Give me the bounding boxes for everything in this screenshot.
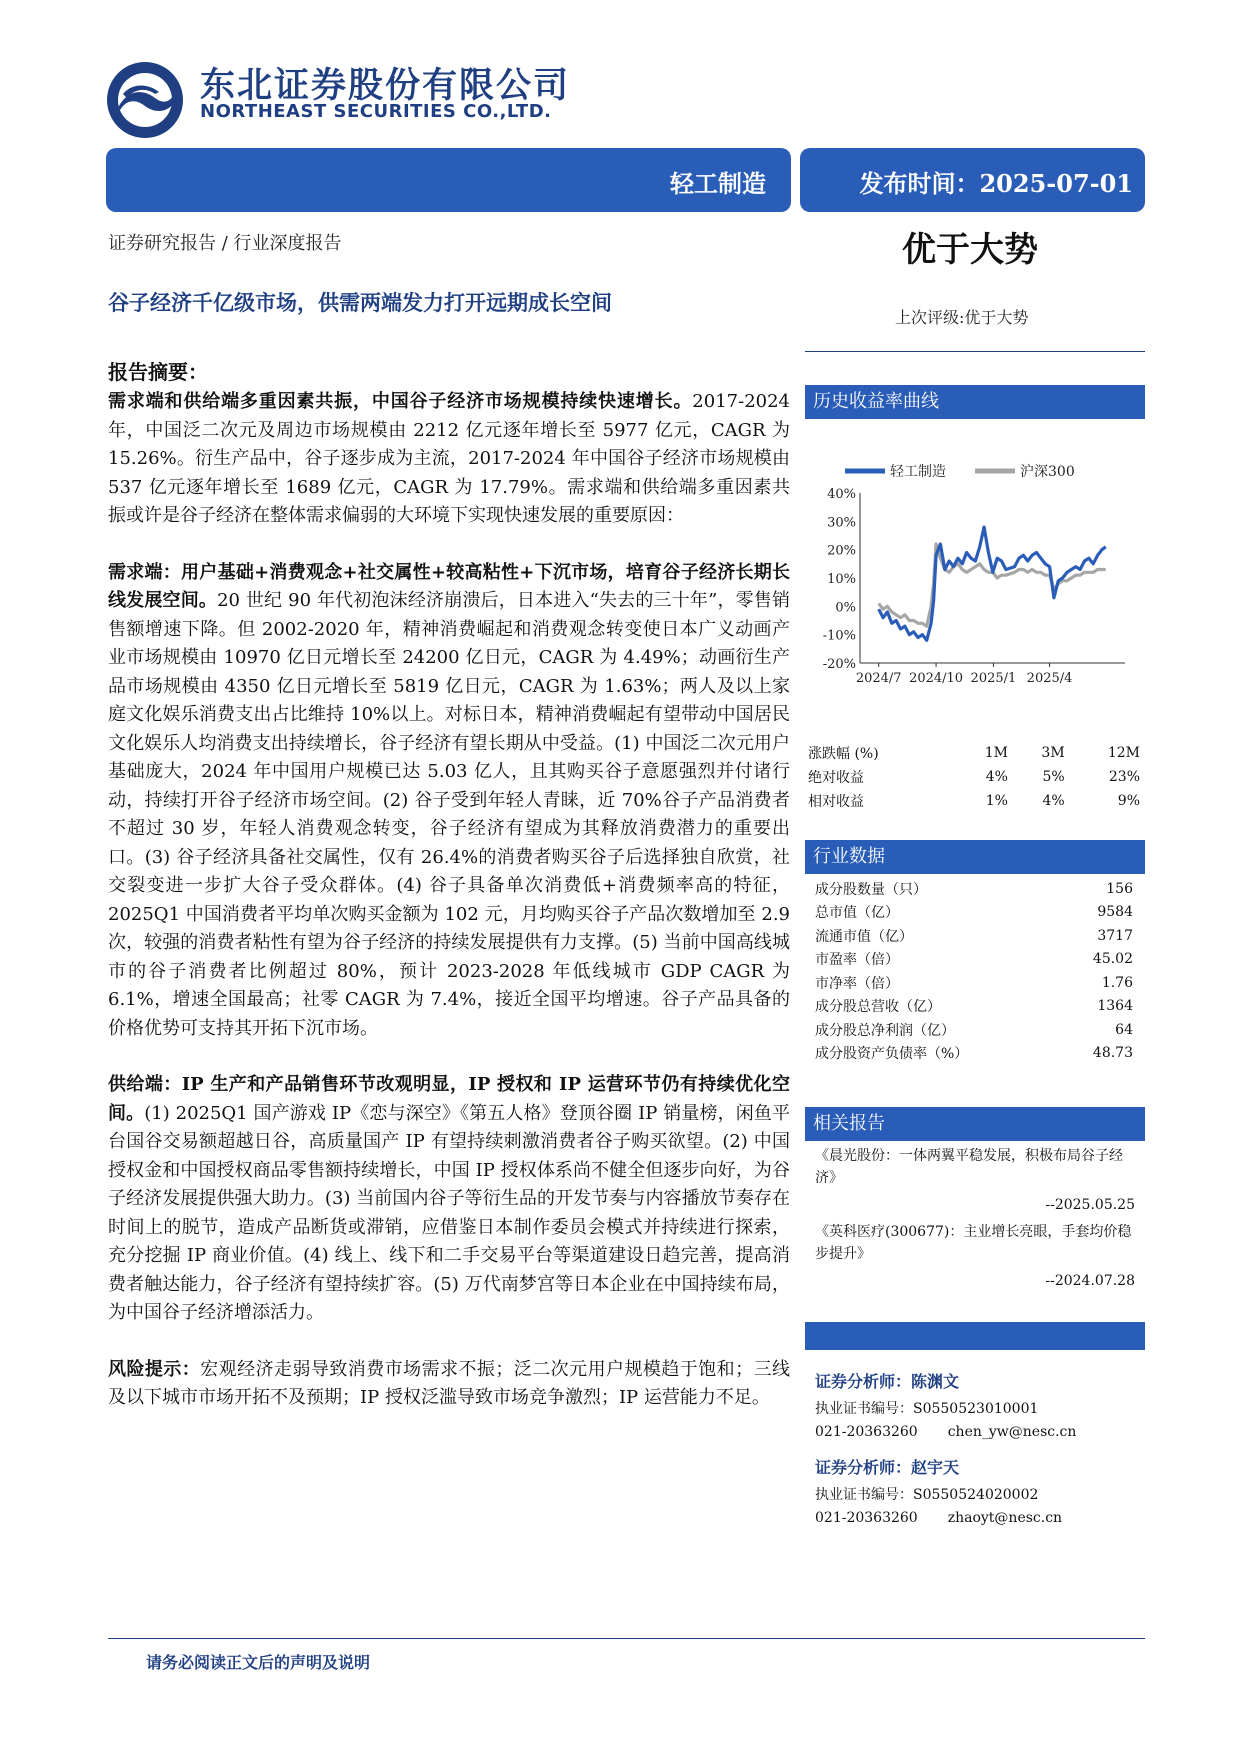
abstract-paragraph	[108, 1071, 790, 1328]
paragraph-text: 2017-2024 年，中国泛二次元及周边市场规模由 2212 亿元逐年增长至 5977 亿元，CAGR 为 15.26%。衍生产品中，谷子逐步成为主流，2017-2024 年中国谷子经济市场规模由 537 亿元逐年增长至 1689 亿元，CAGR 为 17.79%。需求端和供给端多重因素共振或许是谷子经济在整体需求偏弱的大环境下实现快速发展的重要原因：	[108, 391, 790, 526]
table-cell: 1%	[985, 793, 1008, 809]
table-row	[815, 901, 1145, 925]
divider	[805, 351, 1145, 352]
x-tick-label: 2024/7	[855, 671, 902, 686]
legend-label: 沪深300	[1020, 464, 1075, 480]
abstract-paragraph	[108, 388, 790, 531]
paragraph-text: (1) 2025Q1 国产游戏 IP《恋与深空》《第五人格》登顶谷圈 IP 销量榜，闲鱼平台国谷交易额超越日谷，高质量国产 IP 有望持续刺激消费者谷子购买欲望。(2) 中国授权金和中国授权商品零售额持续增长，中国 IP 授权体系尚不健全但逐步向好，为谷子经济发展提供强大助力。(3) 当前国内谷子等衍生品的开发节奏与内容播放节奏存在时间上的脱节，造成产品断货或滞销，应借鉴日本制作委员会模式并持续进行探索，充分挖掘 IP 商业价值。(4) 线上、线下和二手交易平台等渠道建设日趋完善，提高消费者触达能力，谷子经济有望持续扩容。(5) 万代南梦宫等日本企业在中国持续布局，为中国谷子经济增添活力。	[108, 1102, 790, 1323]
y-tick-label: 10%	[827, 572, 856, 587]
y-tick-label: -20%	[822, 657, 856, 672]
table-cell: 4%	[1042, 793, 1065, 809]
paragraph-lead: 需求端和供给端多重因素共振，中国谷子经济市场规模持续快速增长。	[108, 391, 693, 412]
abstract-paragraph	[108, 559, 790, 1044]
company-logo-icon	[105, 60, 185, 140]
industry-data-table	[815, 877, 1145, 1065]
table-cell: 绝对收益	[808, 770, 864, 786]
analyst-email[interactable]: chen_yw@nesc.cn	[947, 1424, 1077, 1440]
table-row	[808, 789, 1144, 813]
table-cell: 45.02	[1092, 951, 1133, 968]
table-cell: 4%	[985, 769, 1008, 785]
analyst-name: 证券分析师：陈渊文	[815, 1372, 960, 1391]
table-header-row	[808, 741, 1144, 765]
publish-date: 发布时间：2025-07-01	[859, 169, 1133, 198]
y-tick-label: 30%	[827, 515, 856, 531]
table-header-cell: 涨跌幅 (%)	[808, 746, 879, 762]
disclaimer-note: 请务必阅读正文后的声明及说明	[146, 1653, 371, 1672]
industry-data-heading: 行业数据	[805, 840, 1145, 874]
rating: 优于大势	[902, 230, 1038, 270]
paragraph-lead: 需求端：用户基础+消费观念+社交属性+较高粘性+下沉市场，培育谷子经济长期长线发展空间。	[108, 561, 790, 611]
table-cell: 48.73	[1092, 1045, 1133, 1062]
analyst-contact	[815, 1424, 1076, 1440]
table-header-cell: 12M	[1107, 745, 1140, 761]
industry-banner	[106, 148, 791, 212]
table-cell: 9584	[1097, 904, 1133, 921]
abstract-heading: 报告摘要：	[108, 360, 208, 384]
table-cell: 3717	[1097, 927, 1133, 944]
abstract-paragraph	[108, 1356, 790, 1413]
table-row	[815, 995, 1145, 1019]
return-chart	[805, 433, 1145, 693]
analyst-email[interactable]: zhaoyt@nesc.cn	[947, 1510, 1063, 1526]
table-row	[815, 1042, 1145, 1066]
table-header-cell: 1M	[984, 745, 1008, 761]
analyst-contact	[815, 1510, 1062, 1526]
company-name-cn: 东北证券股份有限公司	[200, 66, 571, 106]
y-tick-label: 20%	[827, 543, 856, 559]
analyst-cert: 执业证书编号：S0550523010001	[815, 1401, 1039, 1417]
report-type: 证券研究报告 / 行业深度报告	[108, 233, 342, 254]
table-cell: 1.76	[1101, 974, 1133, 991]
related-report-date: --2024.07.28	[1045, 1273, 1135, 1289]
paragraph-lead: 风险提示：	[108, 1358, 201, 1380]
analyst-name: 证券分析师：赵宇天	[815, 1458, 960, 1477]
table-row	[815, 924, 1145, 948]
x-tick-label: 2024/10	[909, 671, 964, 686]
industry-label: 轻工制造	[670, 169, 766, 198]
series-line	[879, 544, 1106, 626]
table-cell: 市盈率（倍）	[815, 952, 899, 969]
related-report-link[interactable]: 《英科医疗(300677)：主业增长亮眼，手套均价稳步提升》	[815, 1224, 1132, 1262]
table-row	[815, 948, 1145, 972]
table-cell: 9%	[1117, 793, 1140, 809]
y-tick-label: 0%	[835, 600, 856, 616]
table-cell: 市净率（倍）	[815, 975, 899, 992]
date-banner	[800, 148, 1145, 212]
table-cell: 成分股总净利润（亿）	[815, 1022, 955, 1039]
related-reports-heading: 相关报告	[805, 1107, 1145, 1141]
company-name-en: NORTHEAST SECURITIES CO.,LTD.	[200, 101, 552, 122]
related-report-date: --2025.05.25	[1045, 1197, 1135, 1213]
previous-rating: 上次评级:优于大势	[895, 308, 1029, 327]
paragraph-text: 宏观经济走弱导致消费市场需求不振；泛二次元用户规模趋于饱和；三线及以下城市市场开拓不及预期；IP 授权泛滥导致市场竞争激烈；IP 运营能力不足。	[108, 1358, 791, 1408]
table-row	[815, 877, 1145, 901]
paragraph-lead: 供给端：IP 生产和产品销售环节改观明显，IP 授权和 IP 运营环节仍有持续优化空间。	[108, 1074, 790, 1124]
series-line	[879, 527, 1106, 640]
performance-table	[808, 741, 1144, 813]
table-cell: 1364	[1097, 998, 1133, 1015]
table-cell: 156	[1106, 880, 1133, 897]
analyst-phone: 021-20363260	[815, 1424, 918, 1440]
table-header-cell: 3M	[1041, 745, 1065, 761]
y-tick-label: -10%	[822, 628, 856, 644]
x-tick-label: 2025/4	[1026, 671, 1073, 686]
x-tick-label: 2025/1	[970, 671, 1017, 686]
table-cell: 23%	[1108, 769, 1140, 785]
table-row	[808, 765, 1144, 789]
related-report-link[interactable]: 《晨光股份：一体两翼平稳发展，积极布局谷子经济》	[815, 1148, 1123, 1186]
analyst-phone: 021-20363260	[815, 1510, 918, 1526]
table-cell: 成分股资产负债率（%）	[815, 1046, 969, 1063]
table-cell: 总市值（亿）	[815, 905, 899, 922]
report-title: 谷子经济千亿级市场，供需两端发力打开远期成长空间	[108, 290, 612, 315]
y-tick-label: 40%	[827, 487, 856, 502]
section-divider-bar	[805, 1322, 1145, 1350]
table-cell: 成分股数量（只）	[815, 881, 927, 898]
chart-section-heading: 历史收益率曲线	[805, 385, 1145, 419]
table-cell: 5%	[1042, 769, 1065, 785]
table-row	[815, 1018, 1145, 1042]
legend-label: 轻工制造	[890, 464, 946, 480]
table-cell: 流通市值（亿）	[815, 928, 913, 945]
table-row	[815, 971, 1145, 995]
abstract-body	[108, 388, 790, 1413]
table-cell: 64	[1115, 1021, 1133, 1038]
footer-divider	[108, 1638, 1145, 1639]
analyst-cert: 执业证书编号：S0550524020002	[815, 1487, 1039, 1503]
paragraph-text: 20 世纪 90 年代初泡沫经济崩溃后，日本进入“失去的三十年”，零售销售额增速下降。但 2002-2020 年，精神消费崛起和消费观念转变使日本广义动画产业市场规模由 10970 亿日元增长至 24200 亿日元，CAGR 为 4.49%；动画衍生产品市场规模由 4350 亿日元增长至 5819 亿日元，CAGR 为 1.63%；两人及以上家庭文化娱乐消费支出占比维持 10%以上。对标日本，精神消费崛起有望带动中国居民文化娱乐人均消费支出持续增长，谷子经济有望长期从中受益。(1) 中国泛二次元用户基础庞大，2024 年中国用户规模已达 5.03 亿人，且其购买谷子意愿强烈并付诸行动，持续打开谷子经济市场空间。(2) 谷子受到年轻人青睐，近 70%谷子产品消费者不超过 30 岁，年轻人消费观念转变，谷子经济有望成为其释放消费潜力的重要出口。(3) 谷子经济具备社交属性，仅有 26.4%的消费者购买谷子后选择独自欣赏，社交裂变进一步扩大谷子受众群体。(4) 谷子具备单次消费低+消费频率高的特征，2025Q1 中国消费者平均单次购买金额为 102 元，月均购买谷子产品次数增加至 2.9 次，较强的消费者粘性有望为谷子经济的持续发展提供有力支撑。(5) 当前中国高线城市的谷子消费者比例超过 80%，预计 2023-2028 年低线城市 GDP CAGR 为 6.1%，增速全国最高；社零 CAGR 为 7.4%，接近全国平均增速。谷子产品具备的价格优势可支持其开拓下沉市场。	[108, 590, 790, 1039]
table-cell: 成分股总营收（亿）	[815, 999, 941, 1016]
table-cell: 相对收益	[808, 794, 864, 810]
